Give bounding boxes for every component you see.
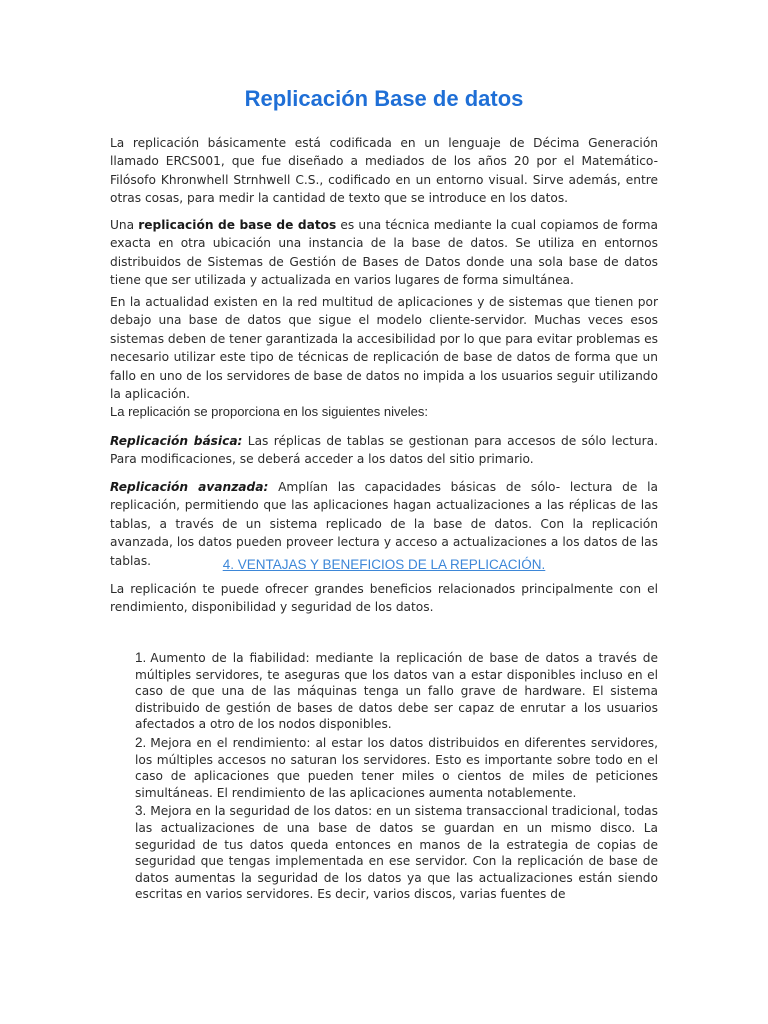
definition-rest: es una técnica mediante la cual copiamos de forma exacta en otra ubicación una instancia de la base de datos. Se utiliza en entornos distribuidos de Sistemas de Gestión de Bases de Datos donde una sola base de datos tiene que ser utilizada y actualizada en varios lugares de forma simultánea. xyxy=(110,218,658,288)
paragraph-benefits-intro: La replicación te puede ofrecer grandes beneficios relacionados principalmente con el rendimiento, disponibilidad y seguridad de los datos. xyxy=(110,582,658,615)
list-item-number: 3. xyxy=(135,803,147,819)
list-item-number: 1. xyxy=(135,650,147,665)
list-item xyxy=(135,650,658,733)
list-item-text: Aumento de la fiabilidad: mediante la replicación de base de datos a través de múltiples servidores, te aseguras que los datos van a estar disponibles incluso en el caso de que una de las máquinas tenga un fallo grave de hardware. El sistema distribuido de gestión de bases de datos debe ser capaz de enrutar a los usuarios afectados a otro de los nodos disponibles. xyxy=(135,651,658,732)
list-item xyxy=(135,735,658,801)
benefits-list xyxy=(135,650,658,905)
list-item-text: Mejora en la seguridad de los datos: en un sistema transaccional tradicional, todas las actualizaciones de una base de datos se guardan en un mismo disco. La seguridad de tus datos queda entonces en manos de la estrategia de copias de seguridad que tengas implementada en ese servidor. Con la replicación de base de datos aumentas la seguridad de los datos ya que las actualizaciones están siendo escritas en varios servidores. Es decir, varios discos, varias fuentes de xyxy=(135,804,658,902)
paragraph-intro: La replicación básicamente está codificada en un lenguaje de Décima Generación llamado ERCS001, que fue diseñado a mediados de los años 20 por el Matemático-Filósofo Khronwhell Strnhwell C.S., codificado en un entorno visual. Sirve además, entre otras cosas, para medir la cantidad de texto que se introduce en los datos. xyxy=(110,136,658,206)
levels-intro: La replicación se proporciona en los siguientes niveles: xyxy=(110,404,428,419)
basic-replication-text: Las réplicas de tablas se gestionan para accesos de sólo lectura. Para modificaciones, se deberá acceder a los datos del sitio primario. xyxy=(110,434,658,467)
page-title: Replicación Base de datos xyxy=(244,86,524,111)
advanced-replication-text: Amplían las capacidades básicas de sólo- lectura de la replicación, permitiendo que las aplicaciones hagan actualizaciones a las réplicas de las tablas, a través de un sistema replicado de la base de datos. Con la replicación avanzada, los datos pueden proveer lectura y acceso a actualizaciones a los datos de las tablas. xyxy=(110,480,658,568)
definition-lead: Una xyxy=(110,218,139,232)
definition-term: replicación de base de datos xyxy=(138,218,337,232)
list-item-number: 2. xyxy=(135,734,147,750)
list-item-text: Mejora en el rendimiento: al estar los datos distribuidos en diferentes servidores, los múltiples accesos no saturan los servidores. Esto es importante sobre todo en el caso de aplicaciones que pueden tener miles o cientos de miles de peticiones simultáneas. El rendimiento de las aplicaciones aumenta notablemente. xyxy=(135,735,658,800)
paragraph-definition xyxy=(110,216,658,290)
advanced-replication-label: Replicación avanzada: xyxy=(110,480,269,494)
basic-replication-label: Replicación básica: xyxy=(110,434,243,448)
list-item xyxy=(135,803,658,903)
paragraph-context: En la actualidad existen en la red multitud de aplicaciones y de sistemas que tienen por debajo una base de datos que sigue el modelo cliente-servidor. Muchas veces esos sistemas deben de tener garantizada la accesibilidad por lo que para evitar problemas es necesario utilizar este tipo de técnicas de replicación de base de datos de forma que un fallo en uno de los servidores de base de datos no impida a los usuarios seguir utilizando la aplicación. xyxy=(110,295,658,402)
paragraph-basic-replication xyxy=(110,432,658,469)
section-heading: 4. VENTAJAS Y BENEFICIOS DE LA REPLICACIÓN. xyxy=(222,557,546,572)
